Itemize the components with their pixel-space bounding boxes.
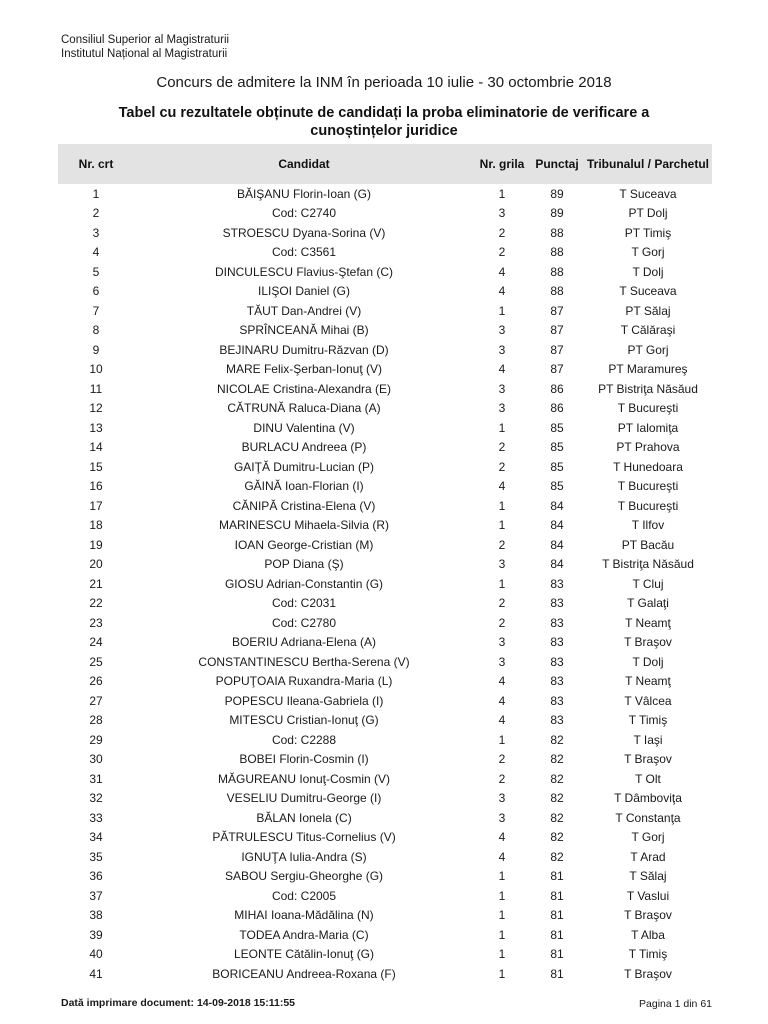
cell-tribunal: PT Bistriţa Năsăud <box>598 381 698 396</box>
cell-punctaj: 84 <box>550 498 564 513</box>
cell-nr-grila: 2 <box>498 245 506 260</box>
cell-nr-crt: 30 <box>89 752 103 767</box>
cell-tribunal: T Dolj <box>632 654 664 669</box>
cell-nr-grila: 3 <box>498 791 506 806</box>
cell-candidat: DINU Valentina (V) <box>253 420 355 435</box>
table-row <box>58 906 712 926</box>
cell-punctaj: 87 <box>550 362 564 377</box>
cell-nr-crt: 36 <box>89 869 103 884</box>
table-row <box>58 555 712 575</box>
cell-punctaj: 85 <box>550 459 564 474</box>
cell-candidat: BOERIU Adriana-Elena (A) <box>231 635 377 650</box>
cell-tribunal: T Suceava <box>619 284 677 299</box>
cell-punctaj: 84 <box>550 557 564 572</box>
cell-nr-grila: 3 <box>498 323 506 338</box>
cell-nr-grila: 1 <box>498 576 506 591</box>
cell-punctaj: 83 <box>550 693 564 708</box>
table-row <box>58 184 712 204</box>
table-row <box>58 574 712 594</box>
cell-nr-crt: 16 <box>89 479 103 494</box>
table-row <box>58 379 712 399</box>
cell-punctaj: 83 <box>550 615 564 630</box>
cell-nr-crt: 31 <box>89 771 103 786</box>
cell-nr-grila: 4 <box>498 849 506 864</box>
cell-tribunal: PT Dolj <box>628 206 668 221</box>
cell-tribunal: T Neamţ <box>625 674 671 689</box>
cell-tribunal: T Hunedoara <box>613 459 683 474</box>
cell-punctaj: 85 <box>550 420 564 435</box>
cell-nr-crt: 3 <box>92 225 100 240</box>
cell-nr-grila: 1 <box>498 947 506 962</box>
cell-tribunal: T Gorj <box>631 245 665 260</box>
cell-tribunal: T Vaslui <box>626 888 670 903</box>
cell-punctaj: 82 <box>550 849 564 864</box>
cell-tribunal: T Vâlcea <box>624 693 672 708</box>
cell-punctaj: 85 <box>550 440 564 455</box>
cell-tribunal: T Bucureşti <box>617 401 679 416</box>
cell-nr-crt: 28 <box>89 713 103 728</box>
cell-punctaj: 82 <box>550 791 564 806</box>
table-row <box>58 340 712 360</box>
cell-nr-crt: 24 <box>89 635 103 650</box>
cell-punctaj: 84 <box>550 537 564 552</box>
column-header-nr-grila: Nr. grila <box>474 144 530 184</box>
table-row <box>58 730 712 750</box>
cell-nr-grila: 3 <box>498 342 506 357</box>
cell-tribunal: T Dolj <box>632 264 664 279</box>
cell-nr-grila: 2 <box>498 771 506 786</box>
cell-candidat: MARINESCU Mihaela-Silvia (R) <box>218 518 390 533</box>
cell-candidat: SABOU Sergiu-Gheorghe (G) <box>224 869 384 884</box>
cell-punctaj: 89 <box>550 206 564 221</box>
cell-nr-crt: 4 <box>92 245 100 260</box>
org-name-line-1: Consiliul Superior al Magistraturii <box>61 34 230 46</box>
table-row <box>58 535 712 555</box>
cell-candidat: BOBEI Florin-Cosmin (I) <box>239 752 369 767</box>
cell-candidat: IGNUŢA Iulia-Andra (S) <box>241 849 367 864</box>
table-row <box>58 399 712 419</box>
cell-candidat: BĂIŞANU Florin-Ioan (G) <box>236 186 372 201</box>
cell-nr-grila: 1 <box>498 888 506 903</box>
table-row <box>58 691 712 711</box>
cell-punctaj: 81 <box>550 869 564 884</box>
cell-nr-crt: 15 <box>89 459 103 474</box>
cell-nr-grila: 1 <box>498 869 506 884</box>
cell-nr-crt: 29 <box>89 732 103 747</box>
cell-tribunal: PT Timiş <box>624 225 672 240</box>
cell-nr-crt: 14 <box>89 440 103 455</box>
cell-nr-grila: 4 <box>498 713 506 728</box>
cell-nr-crt: 32 <box>89 791 103 806</box>
cell-nr-grila: 4 <box>498 674 506 689</box>
table-row <box>58 886 712 906</box>
results-table <box>58 144 712 984</box>
cell-nr-crt: 18 <box>89 518 103 533</box>
document-title: Tabel cu rezultatele obținute de candidați la proba eliminatorie de verificare a cunoștințelor juridice <box>118 105 650 139</box>
cell-nr-grila: 2 <box>498 596 506 611</box>
cell-tribunal: PT Sălaj <box>625 303 671 318</box>
cell-candidat: SPRÎNCEANĂ Mihai (B) <box>239 323 369 338</box>
cell-nr-grila: 2 <box>498 440 506 455</box>
cell-nr-crt: 22 <box>89 596 103 611</box>
cell-punctaj: 81 <box>550 966 564 981</box>
cell-nr-crt: 19 <box>89 537 103 552</box>
cell-punctaj: 81 <box>550 927 564 942</box>
table-row <box>58 750 712 770</box>
cell-candidat: CONSTANTINESCU Bertha-Serena (V) <box>198 654 410 669</box>
cell-candidat: MIHAI Ioana-Mădălina (N) <box>234 908 374 923</box>
table-row <box>58 769 712 789</box>
cell-nr-crt: 1 <box>92 186 100 201</box>
cell-tribunal: T Bucureşti <box>617 479 679 494</box>
cell-tribunal: T Olt <box>635 771 661 786</box>
cell-nr-grila: 3 <box>498 381 506 396</box>
print-date: Dată imprimare document: 14-09-2018 15:11:55 <box>61 997 296 1009</box>
cell-nr-grila: 4 <box>498 479 506 494</box>
cell-nr-grila: 3 <box>498 557 506 572</box>
cell-tribunal: T Iaşi <box>633 732 663 747</box>
cell-tribunal: PT Maramureş <box>608 362 688 377</box>
cell-candidat: GAIŢĂ Dumitru-Lucian (P) <box>233 459 375 474</box>
table-row <box>58 438 712 458</box>
cell-tribunal: T Arad <box>630 849 666 864</box>
cell-nr-crt: 7 <box>92 303 100 318</box>
cell-punctaj: 88 <box>550 284 564 299</box>
table-row <box>58 789 712 809</box>
table-row <box>58 594 712 614</box>
cell-tribunal: T Braşov <box>624 752 672 767</box>
cell-nr-crt: 2 <box>92 206 100 221</box>
cell-nr-grila: 1 <box>498 908 506 923</box>
cell-candidat: Cod: C2780 <box>271 615 337 630</box>
cell-punctaj: 83 <box>550 674 564 689</box>
cell-nr-grila: 1 <box>498 420 506 435</box>
cell-nr-crt: 25 <box>89 654 103 669</box>
cell-tribunal: T Dâmboviţa <box>614 791 682 806</box>
cell-punctaj: 89 <box>550 186 564 201</box>
contest-heading: Concurs de admitere la INM în perioada 10 iulie - 30 octombrie 2018 <box>156 74 612 91</box>
cell-punctaj: 87 <box>550 323 564 338</box>
table-row <box>58 418 712 438</box>
table-row <box>58 964 712 984</box>
cell-nr-crt: 39 <box>89 927 103 942</box>
table-row <box>58 496 712 516</box>
cell-nr-crt: 33 <box>89 810 103 825</box>
cell-tribunal: PT Prahova <box>616 440 680 455</box>
cell-nr-crt: 21 <box>89 576 103 591</box>
cell-punctaj: 81 <box>550 908 564 923</box>
cell-candidat: BORICEANU Andreea-Roxana (F) <box>212 966 396 981</box>
cell-tribunal: T Suceava <box>619 186 677 201</box>
table-row <box>58 867 712 887</box>
table-row <box>58 672 712 692</box>
cell-punctaj: 88 <box>550 245 564 260</box>
cell-nr-grila: 3 <box>498 401 506 416</box>
table-row <box>58 925 712 945</box>
cell-punctaj: 81 <box>550 947 564 962</box>
cell-nr-grila: 1 <box>498 518 506 533</box>
cell-candidat: VESELIU Dumitru-George (I) <box>226 791 382 806</box>
cell-nr-crt: 38 <box>89 908 103 923</box>
cell-candidat: POPUŢOAIA Ruxandra-Maria (L) <box>215 674 393 689</box>
cell-nr-crt: 10 <box>89 362 103 377</box>
cell-candidat: POPESCU Ileana-Gabriela (I) <box>224 693 384 708</box>
cell-candidat: DINCULESCU Flavius-Ştefan (C) <box>214 264 394 279</box>
cell-nr-crt: 27 <box>89 693 103 708</box>
cell-tribunal: T Cluj <box>632 576 664 591</box>
cell-punctaj: 83 <box>550 576 564 591</box>
cell-nr-crt: 40 <box>89 947 103 962</box>
cell-tribunal: PT Ialomiţa <box>617 420 679 435</box>
cell-candidat: CĂNIPĂ Cristina-Elena (V) <box>232 498 376 513</box>
table-row <box>58 633 712 653</box>
cell-candidat: Cod: C2740 <box>271 206 337 221</box>
cell-candidat: IOAN George-Cristian (M) <box>234 537 374 552</box>
cell-candidat: PĂTRULESCU Titus-Cornelius (V) <box>212 830 396 845</box>
cell-tribunal: T Bucureşti <box>617 498 679 513</box>
cell-nr-crt: 41 <box>89 966 103 981</box>
cell-nr-crt: 12 <box>89 401 103 416</box>
cell-candidat: GĂINĂ Ioan-Florian (I) <box>244 479 364 494</box>
cell-candidat: GIOSU Adrian-Constantin (G) <box>224 576 384 591</box>
table-row <box>58 613 712 633</box>
cell-tribunal: T Timiş <box>628 713 668 728</box>
cell-punctaj: 86 <box>550 401 564 416</box>
cell-nr-grila: 2 <box>498 225 506 240</box>
column-header-candidat: Candidat <box>134 144 474 184</box>
cell-tribunal: PT Gorj <box>627 342 669 357</box>
cell-candidat: Cod: C3561 <box>271 245 337 260</box>
cell-candidat: LEONTE Cătălin-Ionuţ (G) <box>233 947 375 962</box>
table-row <box>58 516 712 536</box>
cell-candidat: Cod: C2031 <box>271 596 337 611</box>
cell-tribunal: PT Bacău <box>621 537 675 552</box>
column-header-punctaj: Punctaj <box>530 144 584 184</box>
cell-punctaj: 84 <box>550 518 564 533</box>
cell-candidat: BĂLAN Ionela (C) <box>256 810 352 825</box>
cell-nr-grila: 4 <box>498 264 506 279</box>
cell-tribunal: T Gorj <box>631 830 665 845</box>
cell-nr-crt: 23 <box>89 615 103 630</box>
table-row <box>58 477 712 497</box>
table-row <box>58 808 712 828</box>
cell-nr-grila: 3 <box>498 635 506 650</box>
cell-nr-crt: 13 <box>89 420 103 435</box>
table-row <box>58 360 712 380</box>
cell-tribunal: T Sălaj <box>629 869 667 884</box>
cell-punctaj: 82 <box>550 830 564 845</box>
table-row <box>58 204 712 224</box>
cell-nr-grila: 2 <box>498 459 506 474</box>
cell-nr-grila: 1 <box>498 498 506 513</box>
table-row <box>58 945 712 965</box>
page-number: Pagina 1 din 61 <box>639 998 712 1010</box>
cell-nr-grila: 2 <box>498 537 506 552</box>
cell-punctaj: 83 <box>550 635 564 650</box>
cell-punctaj: 83 <box>550 654 564 669</box>
cell-candidat: NICOLAE Cristina-Alexandra (E) <box>216 381 392 396</box>
cell-tribunal: T Braşov <box>624 966 672 981</box>
cell-nr-crt: 20 <box>89 557 103 572</box>
cell-nr-crt: 8 <box>92 323 100 338</box>
org-name-line-2: Institutul Național al Magistraturii <box>61 48 228 60</box>
cell-nr-grila: 3 <box>498 810 506 825</box>
cell-nr-crt: 26 <box>89 674 103 689</box>
cell-candidat: TĂUT Dan-Andrei (V) <box>246 303 362 318</box>
cell-candidat: TODEA Andra-Maria (C) <box>239 927 369 942</box>
cell-tribunal: T Călăraşi <box>620 323 676 338</box>
cell-nr-crt: 35 <box>89 849 103 864</box>
cell-candidat: POP Diana (Ş) <box>264 557 344 572</box>
cell-candidat: CĂTRUNĂ Raluca-Diana (A) <box>227 401 381 416</box>
cell-tribunal: T Braşov <box>624 635 672 650</box>
table-row <box>58 457 712 477</box>
cell-nr-crt: 34 <box>89 830 103 845</box>
cell-punctaj: 82 <box>550 752 564 767</box>
cell-tribunal: T Bistriţa Năsăud <box>602 557 694 572</box>
cell-nr-crt: 9 <box>92 342 100 357</box>
cell-nr-grila: 1 <box>498 303 506 318</box>
cell-tribunal: T Alba <box>631 927 665 942</box>
table-header-row <box>58 144 712 184</box>
table-row <box>58 282 712 302</box>
cell-nr-grila: 4 <box>498 693 506 708</box>
table-row <box>58 243 712 263</box>
cell-candidat: BEJINARU Dumitru-Răzvan (D) <box>219 342 389 357</box>
results-table-body <box>58 184 712 984</box>
cell-nr-grila: 3 <box>498 654 506 669</box>
cell-candidat: ILIŞOI Daniel (G) <box>257 284 351 299</box>
cell-tribunal: T Ilfov <box>631 518 665 533</box>
cell-nr-crt: 5 <box>92 264 100 279</box>
cell-punctaj: 82 <box>550 771 564 786</box>
cell-nr-grila: 1 <box>498 732 506 747</box>
cell-punctaj: 85 <box>550 479 564 494</box>
cell-nr-grila: 1 <box>498 966 506 981</box>
cell-punctaj: 83 <box>550 596 564 611</box>
table-row <box>58 847 712 867</box>
cell-tribunal: T Galaţi <box>627 596 669 611</box>
organization-header <box>61 33 229 61</box>
cell-nr-crt: 37 <box>89 888 103 903</box>
cell-punctaj: 83 <box>550 713 564 728</box>
cell-punctaj: 82 <box>550 810 564 825</box>
cell-candidat: BURLACU Andreea (P) <box>241 440 367 455</box>
cell-tribunal: T Constanţa <box>615 810 681 825</box>
cell-nr-grila: 1 <box>498 186 506 201</box>
table-row <box>58 262 712 282</box>
cell-nr-grila: 2 <box>498 752 506 767</box>
cell-nr-grila: 4 <box>498 284 506 299</box>
cell-nr-crt: 11 <box>89 381 103 396</box>
cell-nr-grila: 2 <box>498 615 506 630</box>
cell-candidat: MITESCU Cristian-Ionuţ (G) <box>229 713 379 728</box>
cell-nr-grila: 3 <box>498 206 506 221</box>
table-row <box>58 828 712 848</box>
cell-tribunal: T Braşov <box>624 908 672 923</box>
table-row <box>58 223 712 243</box>
cell-punctaj: 87 <box>550 303 564 318</box>
column-header-nr-crt: Nr. crt <box>58 144 134 184</box>
cell-candidat: MARE Felix-Şerban-Ionuţ (V) <box>225 362 383 377</box>
table-row <box>58 711 712 731</box>
cell-punctaj: 87 <box>550 342 564 357</box>
cell-candidat: STROESCU Dyana-Sorina (V) <box>222 225 386 240</box>
cell-nr-crt: 17 <box>89 498 103 513</box>
cell-candidat: Cod: C2005 <box>271 888 337 903</box>
table-row <box>58 301 712 321</box>
cell-nr-grila: 4 <box>498 362 506 377</box>
cell-nr-grila: 4 <box>498 830 506 845</box>
cell-punctaj: 88 <box>550 225 564 240</box>
table-row <box>58 321 712 341</box>
column-header-tribunal: Tribunalul / Parchetul <box>584 144 712 184</box>
table-row <box>58 652 712 672</box>
cell-punctaj: 82 <box>550 732 564 747</box>
cell-punctaj: 86 <box>550 381 564 396</box>
cell-candidat: Cod: C2288 <box>271 732 337 747</box>
cell-nr-grila: 1 <box>498 927 506 942</box>
cell-punctaj: 88 <box>550 264 564 279</box>
cell-punctaj: 81 <box>550 888 564 903</box>
cell-tribunal: T Timiş <box>628 947 668 962</box>
cell-candidat: MĂGUREANU Ionuţ-Cosmin (V) <box>217 771 391 786</box>
cell-tribunal: T Neamţ <box>625 615 671 630</box>
cell-nr-crt: 6 <box>92 284 100 299</box>
